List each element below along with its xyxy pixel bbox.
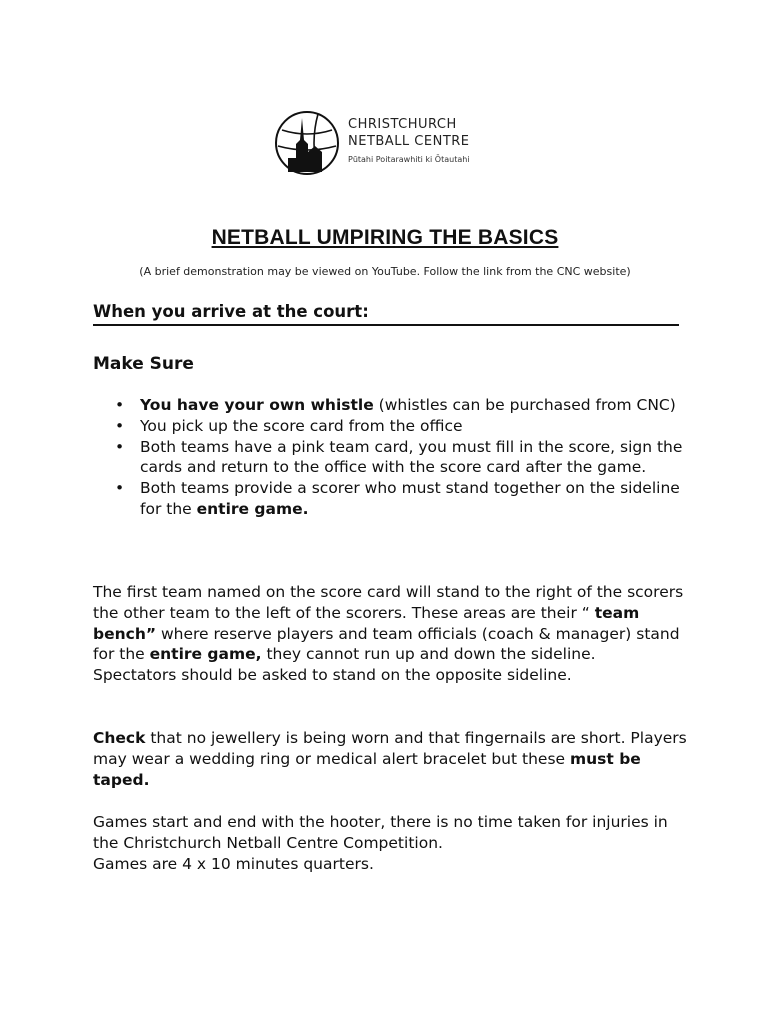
logo-text-line2: NETBALL CENTRE (348, 134, 470, 149)
paragraph-text: Games are 4 x 10 minutes quarters. (93, 854, 374, 873)
bullet-bold-text: entire game. (196, 499, 309, 518)
logo (274, 110, 504, 180)
paragraph-text: that no jewellery is being worn and that fingernails are short. Players may wear a wedding ring or medical alert bracelet but these (93, 729, 687, 768)
list-item (93, 478, 693, 520)
team-bench-paragraph (93, 582, 693, 686)
bullet-text: Both teams provide a scorer who must stand together on the sideline for the (140, 479, 680, 518)
jewellery-paragraph (93, 728, 693, 790)
make-sure-heading: Make Sure (93, 354, 194, 374)
bullet-text: Both teams have a pink team card, you must fill in the score, sign the cards and return to the office with the score card after the game. (140, 437, 683, 477)
paragraph-text: they cannot run up and down the sideline. (261, 645, 596, 664)
page-title: NETBALL UMPIRING THE BASICS (211, 226, 559, 249)
paragraph-bold-text: must be taped. (93, 749, 641, 789)
paragraph-text: Spectators should be asked to stand on the opposite sideline. (93, 666, 572, 685)
bullet-bold-text: You have your own whistle (140, 396, 374, 414)
paragraph-text: Games start and end with the hooter, there is no time taken for injuries in the Christchurch Netball Centre Competition. (93, 813, 668, 852)
games-timing-paragraph (93, 812, 693, 874)
paragraph-bold-text: Check (93, 729, 146, 747)
paragraph-bold-text: team bench” (93, 603, 640, 643)
logo-text-line1: CHRISTCHURCH (348, 117, 457, 132)
list-item (93, 437, 693, 479)
list-item (93, 395, 693, 416)
list-item (93, 416, 693, 437)
checklist (93, 395, 693, 520)
bullet-text: (whistles can be purchased from CNC) (373, 396, 676, 414)
section-heading: When you arrive at the court: (93, 302, 679, 326)
logo-text-tagline: Pūtahi Poitarawhiti ki Ōtautahi (348, 155, 470, 164)
bullet-text: You pick up the score card from the office (140, 416, 463, 435)
paragraph-bold-text: entire game, (149, 645, 262, 664)
paragraph-text: The first team named on the score card will stand to the right of the scorers the other team to the left of the scorers. These areas are their “ (93, 583, 684, 622)
netball-cathedral-logo-icon (274, 110, 340, 176)
page-subtitle: (A brief demonstration may be viewed on YouTube. Follow the link from the CNC website) (139, 265, 631, 278)
paragraph-text: where reserve players and team officials (coach & manager) stand for the (93, 624, 680, 664)
